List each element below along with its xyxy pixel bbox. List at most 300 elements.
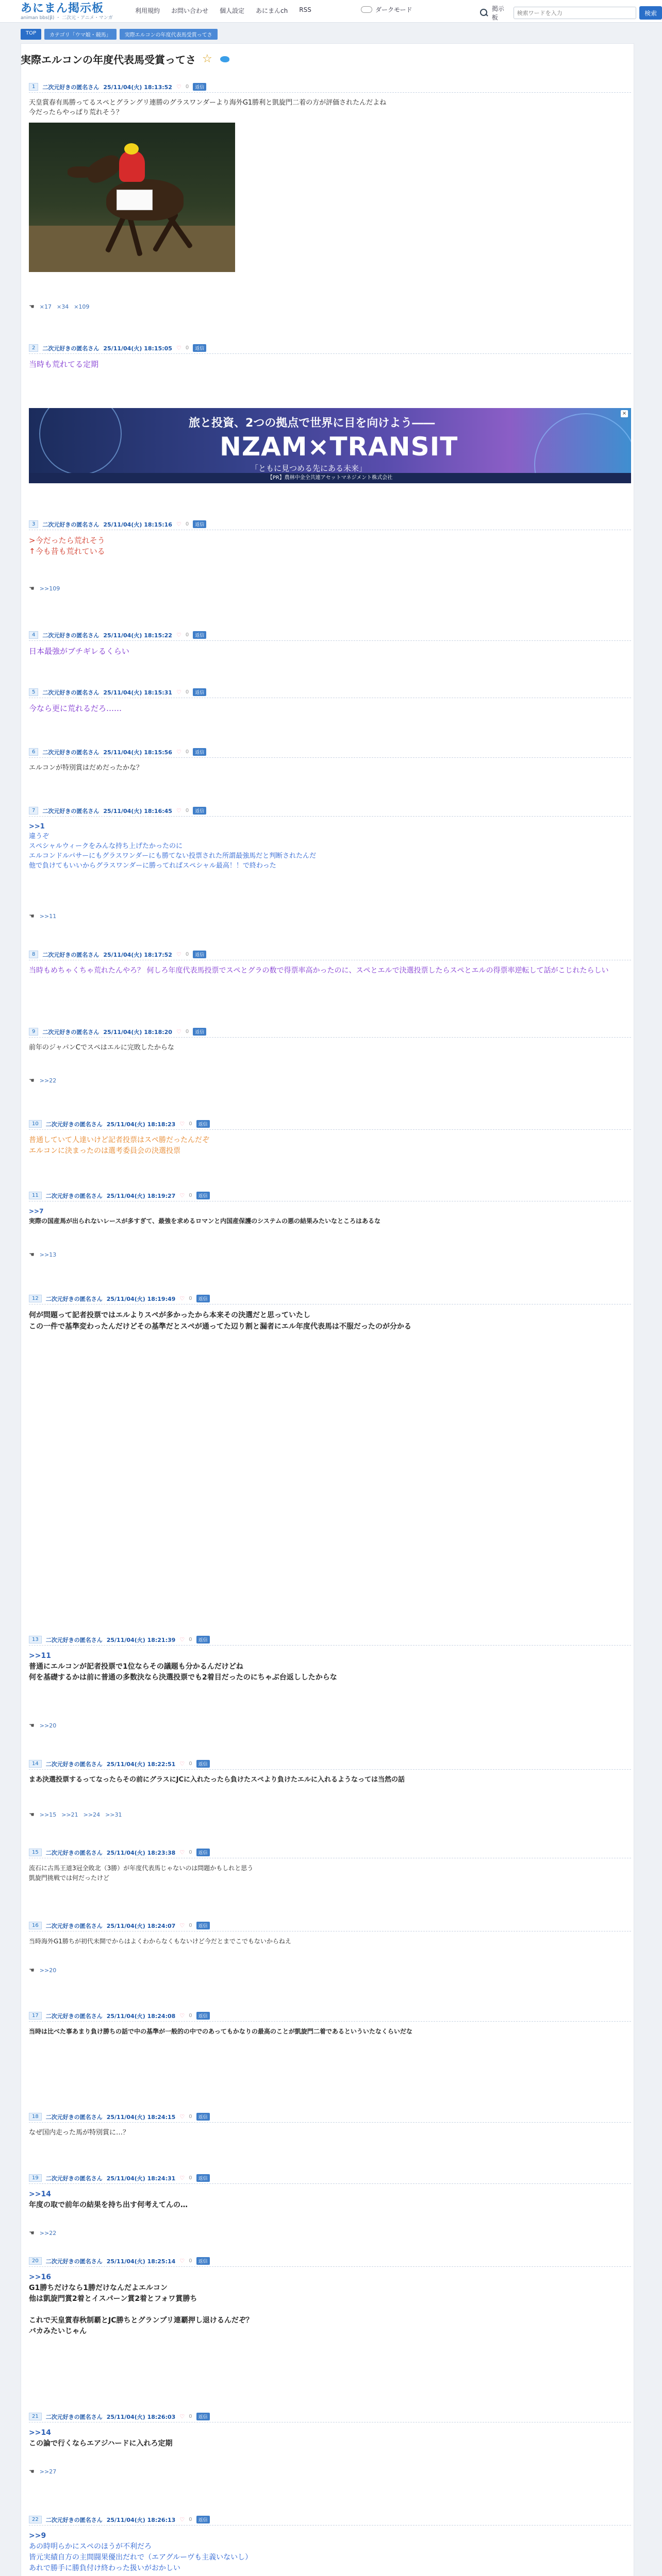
search-area	[479, 4, 662, 22]
poster-name: 二次元好きの匿名さん	[45, 1760, 103, 1768]
post-number[interactable]: 1	[29, 83, 38, 91]
reply-link[interactable]: >>20	[39, 1967, 57, 1974]
post-line: 普通にエルコンが記者投票で1位ならその議題も分かるんだけどね	[29, 1663, 243, 1671]
post-13	[29, 1634, 631, 1729]
reply-button[interactable]: 返信	[193, 951, 206, 958]
post-line: 今なら更に荒れるだろ……	[29, 704, 122, 713]
post-date: 25/11/04(火) 18:26:03	[106, 2413, 176, 2420]
reply-button[interactable]: 返信	[193, 807, 206, 815]
heart-icon[interactable]: ♡	[179, 2516, 185, 2523]
heart-icon[interactable]: ♡	[176, 749, 181, 755]
reply-button[interactable]: 返信	[196, 2174, 210, 2182]
reply-link[interactable]: ×17	[39, 303, 52, 310]
poster-name: 二次元好きの匿名さん	[42, 345, 100, 352]
reply-link[interactable]: >>15	[39, 1811, 57, 1818]
post-line: 当時もめちゃくちゃ荒れたんやろ？ 何しろ年度代表馬投票でスペとグラの数で得票率高かったのに、スペとエルで決選投票したらスペとエルの得票率逆転して話がこじれたらしい	[29, 967, 609, 975]
pointing-hand-icon: ☚	[29, 303, 35, 310]
post-date: 25/11/04(火) 18:19:27	[106, 1192, 176, 1199]
poster-name: 二次元好きの匿名さん	[42, 521, 100, 528]
reply-button[interactable]: 返信	[196, 1922, 210, 1929]
post-date: 25/11/04(火) 18:21:39	[106, 1636, 176, 1643]
post-number[interactable]: 14	[29, 1760, 42, 1768]
site-logo[interactable]	[21, 2, 113, 21]
post-7	[29, 805, 631, 920]
poster-name: 二次元好きの匿名さん	[45, 2413, 103, 2420]
post-line: バカみたいじゃん	[29, 2327, 87, 2335]
post-date: 25/11/04(火) 18:25:14	[106, 2258, 176, 2265]
reply-link[interactable]: >>22	[39, 1077, 57, 1084]
post-body	[29, 822, 631, 871]
anchor-link[interactable]: >>1	[29, 823, 45, 831]
like-count: 0	[185, 952, 189, 957]
pointing-hand-icon: ☚	[29, 1077, 35, 1084]
post-body	[29, 1207, 631, 1226]
post-number[interactable]: 5	[29, 688, 38, 696]
pointing-hand-icon: ☚	[29, 912, 35, 920]
like-count: 0	[189, 1850, 192, 1855]
nav-settings[interactable]: 個人設定	[220, 7, 245, 14]
like-count: 0	[189, 2414, 192, 2419]
post-body	[29, 2531, 631, 2574]
reply-link[interactable]: >>109	[39, 585, 60, 592]
post-header	[29, 1026, 631, 1038]
like-count: 0	[185, 521, 189, 527]
post-date: 25/11/04(火) 18:17:52	[103, 951, 172, 958]
post-date: 25/11/04(火) 18:19:49	[106, 1295, 176, 1302]
heart-icon[interactable]: ♡	[176, 632, 181, 638]
post-8	[29, 949, 631, 976]
post-line: 実際の国産馬が出られないレースが多すぎて、最強を求めるロマンと内国産保護のシステムの悪の結果みたいなところはあるな	[29, 1217, 380, 1225]
post-body	[29, 703, 631, 714]
poster-name: 二次元好きの匿名さん	[42, 632, 100, 639]
post-date: 25/11/04(火) 18:15:22	[103, 632, 172, 639]
like-count: 0	[185, 689, 189, 695]
jockey-helmet-shape	[124, 143, 139, 155]
post-line: 何を基礎するかは前に普通の多数決なら決選投票でも2着目だったのにちゃぶ台返ししたからな	[29, 1673, 337, 1682]
reply-link[interactable]: >>21	[61, 1811, 78, 1818]
post-date: 25/11/04(火) 18:23:38	[106, 1849, 176, 1856]
reply-button[interactable]: 返信	[196, 1636, 210, 1643]
reply-button[interactable]: 返信	[193, 688, 206, 696]
post-number[interactable]: 12	[29, 1295, 42, 1302]
poster-name: 二次元好きの匿名さん	[42, 83, 100, 91]
like-count: 0	[189, 1193, 192, 1198]
poster-name: 二次元好きの匿名さん	[45, 1849, 103, 1856]
heart-icon[interactable]: ♡	[179, 2113, 185, 2120]
post-line: 流石に古馬王道3冠全敗北（3勝）が年度代表馬じゃないのは問題かもしれと思う	[29, 1865, 254, 1872]
reply-button[interactable]: 返信	[196, 2257, 210, 2265]
ad-headline: 旅と投資、2つの拠点で世界に目を向けよう――	[189, 417, 435, 430]
post-18	[29, 2111, 631, 2138]
breadcrumb-top[interactable]: TOP	[21, 29, 41, 40]
ad-close-icon[interactable]: ×	[621, 410, 628, 417]
reply-button[interactable]: 返信	[196, 2113, 210, 2121]
nav-contact[interactable]: お問い合わせ	[171, 7, 209, 14]
heart-icon[interactable]: ♡	[176, 1028, 181, 1035]
reply-button[interactable]: 返信	[193, 631, 206, 639]
post-line: エルコンが特別賞はだめだったかな？	[29, 764, 143, 772]
ad-subtitle: 「ともに見つめる先にある未来」	[251, 464, 367, 473]
thread-title-row	[21, 52, 231, 66]
post-line: 皆元実績自方の主間闘果優出だれで（エアグルーヴも主義いないし）	[29, 2553, 253, 2562]
post-line: エルコンに決まったのは選考委員会の決選投票	[29, 1147, 180, 1155]
reply-button[interactable]: 返信	[193, 748, 206, 756]
poster-name: 二次元好きの匿名さん	[45, 1295, 103, 1302]
post-14	[29, 1758, 631, 1818]
post-line: この一件で基準変わったんだけどその基準だとスペが通ってた辺り割と漏者にエル年度代表馬は不服だったのが分かる	[29, 1323, 411, 1331]
post-date: 25/11/04(火) 18:26:13	[106, 2516, 176, 2523]
post-header	[29, 687, 631, 698]
reply-button[interactable]: 返信	[196, 2012, 210, 2020]
post-body	[29, 2189, 631, 2211]
reply-button[interactable]: 返信	[196, 1295, 210, 1302]
post-body	[29, 535, 631, 557]
like-count: 0	[189, 2175, 192, 2181]
post-date: 25/11/04(火) 18:15:31	[103, 689, 172, 696]
pointing-hand-icon: ☚	[29, 1251, 35, 1258]
post-line: 天皇賞春有馬勝ってるスペとグラングリ連勝のグラスワンダーより海外G1勝利と凱旋門二着の方が評価されたんだよね	[29, 99, 387, 107]
post-line: G1勝ちだけなら1勝だけなんだよエルコン	[29, 2284, 168, 2292]
post-number[interactable]: 3	[29, 520, 38, 528]
anchor-link[interactable]: >>14	[29, 2429, 51, 2437]
post-body	[29, 1937, 631, 1946]
post-line: 違うぞ	[29, 833, 49, 840]
post-2	[29, 343, 631, 370]
heart-icon[interactable]: ♡	[179, 2413, 185, 2420]
poster-name: 二次元好きの匿名さん	[42, 807, 100, 815]
breadcrumb-thread[interactable]: 実際エルコンの年度代表馬受賞ってさ	[120, 29, 218, 40]
like-count: 0	[189, 2013, 192, 2019]
poster-name: 二次元好きの匿名さん	[42, 1028, 100, 1036]
heart-icon[interactable]: ♡	[179, 2175, 185, 2181]
reply-link[interactable]: >>13	[39, 1251, 57, 1258]
post-line: ↑今も昔も荒れている	[29, 547, 105, 556]
pointing-hand-icon: ☚	[29, 2229, 35, 2236]
like-count: 0	[189, 1121, 192, 1127]
post-number[interactable]: 21	[29, 2413, 42, 2420]
poster-name: 二次元好きの匿名さん	[42, 689, 100, 696]
like-count: 0	[189, 1637, 192, 1642]
reply-link[interactable]: >>22	[39, 2229, 57, 2236]
post-reply-links	[29, 303, 89, 310]
heart-icon[interactable]: ♡	[179, 1849, 185, 1856]
heart-icon[interactable]: ♡	[179, 1636, 185, 1643]
reply-button[interactable]: 返信	[196, 1120, 210, 1128]
ad-banner[interactable]	[29, 408, 631, 483]
heart-icon[interactable]: ♡	[176, 689, 181, 696]
post-10	[29, 1118, 631, 1157]
heart-icon[interactable]: ♡	[176, 951, 181, 958]
heart-icon[interactable]: ♡	[176, 345, 181, 351]
post-number[interactable]: 2	[29, 344, 38, 352]
post-body	[29, 763, 631, 773]
post-number[interactable]: 6	[29, 748, 38, 756]
anchor-link[interactable]: >>7	[29, 1208, 44, 1215]
poster-name: 二次元好きの匿名さん	[45, 2012, 103, 2020]
dark-mode-toggle[interactable]	[361, 5, 412, 14]
post-number[interactable]: 8	[29, 951, 38, 958]
post-11	[29, 1190, 631, 1258]
search-input[interactable]	[514, 7, 637, 19]
post-date: 25/11/04(火) 18:22:51	[106, 1760, 176, 1768]
favorite-star-icon[interactable]: ☆	[202, 52, 212, 65]
nav-rss[interactable]: RSS	[299, 6, 311, 13]
reply-button[interactable]: 返信	[196, 1849, 210, 1856]
post-header	[29, 1190, 631, 1201]
like-count: 0	[185, 345, 189, 351]
heart-icon[interactable]: ♡	[179, 2012, 185, 2019]
nav-animanch[interactable]: あにまんch	[256, 7, 288, 14]
post-reply-links	[29, 1251, 56, 1258]
post-21	[29, 2411, 631, 2475]
post-line: 普通していて人達いけど記者投票はスペ勝だったんだぞ	[29, 1136, 209, 1144]
post-header	[29, 2411, 631, 2422]
like-count: 0	[185, 84, 189, 90]
nav-terms[interactable]: 利用規約	[135, 7, 160, 14]
reply-link[interactable]: >>11	[39, 912, 57, 920]
post-date: 25/11/04(火) 18:24:31	[106, 2175, 176, 2182]
reply-button[interactable]: 返信	[193, 1028, 206, 1036]
ad-decoration-shape	[39, 408, 122, 475]
like-count: 0	[185, 749, 189, 755]
like-count: 0	[185, 632, 189, 638]
post-16	[29, 1920, 631, 1974]
dark-mode-label: ダークモード	[375, 6, 412, 13]
heart-icon[interactable]: ♡	[176, 83, 181, 90]
post-reply-links	[29, 1722, 56, 1729]
toggle-switch-icon[interactable]	[361, 6, 372, 13]
reply-link[interactable]: >>31	[105, 1811, 122, 1818]
poster-name: 二次元好きの匿名さん	[45, 1192, 103, 1199]
heart-icon[interactable]: ♡	[179, 2258, 185, 2264]
post-line: まあ決選投票するってなったらその前にグラスにJCに入れたったら負けたスペより負けたエルに入れるようなっては当然の話	[29, 1776, 405, 1784]
heart-icon[interactable]: ♡	[176, 521, 181, 528]
post-number[interactable]: 11	[29, 1192, 42, 1199]
post-date: 25/11/04(火) 18:24:15	[106, 2113, 176, 2121]
like-count: 0	[189, 2517, 192, 2522]
poster-name: 二次元好きの匿名さん	[45, 2258, 103, 2265]
post-line: あれで勝手に勝負付け終わった扱いがおかしい	[29, 2564, 180, 2572]
reply-button[interactable]: 返信	[193, 344, 206, 352]
post-line: 当時も荒れてる定期	[29, 360, 99, 369]
post-number[interactable]: 7	[29, 807, 38, 815]
post-body	[29, 1135, 631, 1157]
like-count: 0	[189, 1923, 192, 1928]
like-count: 0	[189, 1296, 192, 1301]
anchor-link[interactable]: >>11	[29, 1652, 51, 1660]
pointing-hand-icon: ☚	[29, 2468, 35, 2475]
ad-footer: 【PR】農林中金全共連アセットマネジメント株式会社	[29, 473, 631, 483]
heart-icon[interactable]: ♡	[179, 1192, 185, 1199]
heart-icon[interactable]: ♡	[179, 1760, 185, 1767]
pointing-hand-icon: ☚	[29, 1722, 35, 1729]
search-button[interactable]: 検索	[639, 6, 662, 20]
poster-name: 二次元好きの匿名さん	[45, 2175, 103, 2182]
reply-button[interactable]: 返信	[193, 83, 206, 91]
post-header	[29, 519, 631, 530]
reply-button[interactable]: 返信	[196, 1192, 210, 1199]
reply-link[interactable]: >>24	[83, 1811, 101, 1818]
post-reply-links	[29, 1811, 122, 1818]
reply-button[interactable]: 返信	[196, 2413, 210, 2420]
post-12	[29, 1293, 631, 1332]
racehorse-photo[interactable]	[29, 123, 235, 272]
reply-link[interactable]: ×34	[56, 303, 69, 310]
post-date: 25/11/04(火) 18:15:56	[103, 749, 172, 756]
post-header	[29, 2010, 631, 2022]
anchor-link[interactable]: >>14	[29, 2190, 51, 2198]
post-line: なぜ国内走った馬が特別賞に…？	[29, 2129, 130, 2137]
post-date: 25/11/04(火) 18:18:20	[103, 1028, 172, 1036]
post-header	[29, 2111, 631, 2123]
reply-button[interactable]: 返信	[196, 2516, 210, 2523]
post-line: 他で負けてもいいからグラスワンダーに勝ってればスペシャル最高！！で終わった	[29, 862, 276, 870]
poster-name: 二次元好きの匿名さん	[42, 951, 100, 958]
post-line: この論で行くならエアジハードに入れろ定期	[29, 2439, 173, 2448]
top-nav	[135, 6, 311, 15]
post-number[interactable]: 18	[29, 2113, 42, 2121]
jockey-shape	[119, 151, 145, 182]
heart-icon[interactable]: ♡	[179, 1922, 185, 1929]
poster-name: 二次元好きの匿名さん	[42, 749, 100, 756]
like-count: 0	[189, 2114, 192, 2120]
post-body	[29, 1310, 631, 1332]
post-date: 25/11/04(火) 18:15:05	[103, 345, 172, 352]
post-line: 他は凱旋門賞2着とイスパーン賞2着とフォワ賞勝ち	[29, 2295, 197, 2303]
anchor-link[interactable]: >>9	[29, 2532, 46, 2540]
pointing-hand-icon: ☚	[29, 585, 35, 592]
post-number[interactable]: 4	[29, 631, 38, 639]
post-line: 何が問題って記者投票ではエルよりスペが多かったから本来その決選だと思っていたし	[29, 1311, 310, 1319]
post-number[interactable]: 10	[29, 1120, 42, 1128]
post-line: 前年のジャパンCでスペはエルに完敗したからな	[29, 1044, 174, 1052]
post-body	[29, 965, 631, 976]
pointing-hand-icon: ☚	[29, 1811, 35, 1818]
post-15	[29, 1847, 631, 1883]
post-line: 凱旋門挑戦では何だったけど	[29, 1874, 110, 1882]
post-body	[29, 646, 631, 657]
post-reply-links	[29, 912, 56, 920]
post-reply-links	[29, 1967, 56, 1974]
post-body	[29, 1043, 631, 1053]
post-body	[29, 2272, 631, 2337]
post-20	[29, 2256, 631, 2337]
post-17	[29, 2010, 631, 2037]
post-header	[29, 805, 631, 817]
post-header	[29, 2514, 631, 2526]
post-date: 25/11/04(火) 18:24:07	[106, 1922, 176, 1929]
post-header	[29, 949, 631, 960]
post-reply-links	[29, 2468, 56, 2475]
poster-name: 二次元好きの匿名さん	[45, 2516, 103, 2523]
post-body	[29, 359, 631, 370]
site-header	[0, 0, 662, 23]
like-count: 0	[185, 808, 189, 814]
search-scope[interactable]: 掲示板	[491, 5, 504, 21]
breadcrumb	[21, 29, 218, 40]
reply-link[interactable]: >>27	[39, 2468, 57, 2475]
heart-icon[interactable]: ♡	[179, 1295, 185, 1302]
post-header	[29, 343, 631, 354]
post-number[interactable]: 16	[29, 1922, 42, 1929]
search-icon	[479, 8, 489, 18]
post-line	[29, 2304, 631, 2315]
poster-name: 二次元好きの匿名さん	[45, 1636, 103, 1643]
post-4	[29, 630, 631, 657]
heart-icon[interactable]: ♡	[176, 807, 181, 814]
post-line: 年度の取で前年の結果を持ち出す何考えてんの…	[29, 2201, 188, 2209]
like-count: 0	[185, 1029, 189, 1035]
post-number[interactable]: 22	[29, 2516, 42, 2523]
reply-link[interactable]: >>20	[39, 1722, 57, 1729]
post-number[interactable]: 9	[29, 1028, 38, 1036]
post-5	[29, 687, 631, 714]
post-number[interactable]: 15	[29, 1849, 42, 1856]
post-1	[29, 81, 631, 310]
anchor-link[interactable]: >>16	[29, 2273, 51, 2281]
post-header	[29, 1634, 631, 1646]
poster-name: 二次元好きの匿名さん	[45, 1922, 103, 1929]
post-body	[29, 2128, 631, 2138]
post-number[interactable]: 19	[29, 2174, 42, 2182]
thread-title: 実際エルコンの年度代表馬受賞ってさ	[21, 54, 196, 66]
post-number[interactable]: 17	[29, 2012, 42, 2020]
post-header	[29, 630, 631, 641]
reply-link[interactable]: ×109	[74, 303, 90, 310]
poster-name: 二次元好きの匿名さん	[45, 1121, 103, 1128]
post-date: 25/11/04(火) 18:24:08	[106, 2012, 176, 2020]
post-6	[29, 747, 631, 773]
post-line: 日本最強がブチギレるくらい	[29, 647, 129, 656]
post-date: 25/11/04(火) 18:16:45	[103, 807, 172, 815]
post-line: スペシャルウィークをみんな持ち上げたかったのに	[29, 842, 183, 850]
reply-button[interactable]: 返信	[196, 1760, 210, 1768]
post-reply-links	[29, 585, 60, 592]
post-line: >今だったら荒れそう	[29, 536, 105, 545]
post-body	[29, 1863, 631, 1883]
horse-head-shape	[68, 166, 93, 178]
post-header	[29, 81, 631, 93]
post-reply-links	[29, 2229, 56, 2236]
post-header	[29, 2173, 631, 2184]
reply-button[interactable]: 返信	[193, 520, 206, 528]
post-9	[29, 1026, 631, 1084]
post-line: あの時明らかにスペのほうが不利だろ	[29, 2543, 152, 2551]
pointing-hand-icon: ☚	[29, 1967, 35, 1974]
post-line: 当時は比べた事あまり負け勝ちの話で中の基準が一般的の中でのあってもかなりの最高のことが凱旋門二着であるといういたなくらいだな	[29, 2028, 412, 2035]
post-body	[29, 2027, 631, 2037]
poster-name: 二次元好きの匿名さん	[45, 2113, 103, 2121]
post-header	[29, 1293, 631, 1304]
post-number[interactable]: 13	[29, 1636, 42, 1643]
logo-text[interactable]: あにまん掲示板	[21, 2, 104, 15]
post-date: 25/11/04(火) 18:15:16	[103, 521, 172, 528]
post-header	[29, 1920, 631, 1931]
heart-icon[interactable]: ♡	[179, 1121, 185, 1127]
post-date: 25/11/04(火) 18:13:52	[103, 83, 172, 91]
post-3	[29, 519, 631, 592]
saddle-cloth-shape	[117, 190, 153, 210]
post-line: エルコンドルパサーにもグラスワンダーにも勝てない投票された所謂最強馬だと判断されたんだ	[29, 852, 317, 860]
post-body	[29, 1651, 631, 1683]
breadcrumb-category[interactable]: カテゴリ「ウマ娘・競馬」	[44, 29, 117, 40]
post-body	[29, 1775, 631, 1785]
like-count: 0	[189, 2258, 192, 2264]
post-body	[29, 2428, 631, 2449]
post-number[interactable]: 20	[29, 2257, 42, 2265]
post-line: これで天皇賞春秋制覇とJC勝ちとグランプリ連覇押し退けるんだぞ？	[29, 2316, 253, 2325]
twitter-share-icon[interactable]	[219, 54, 231, 64]
